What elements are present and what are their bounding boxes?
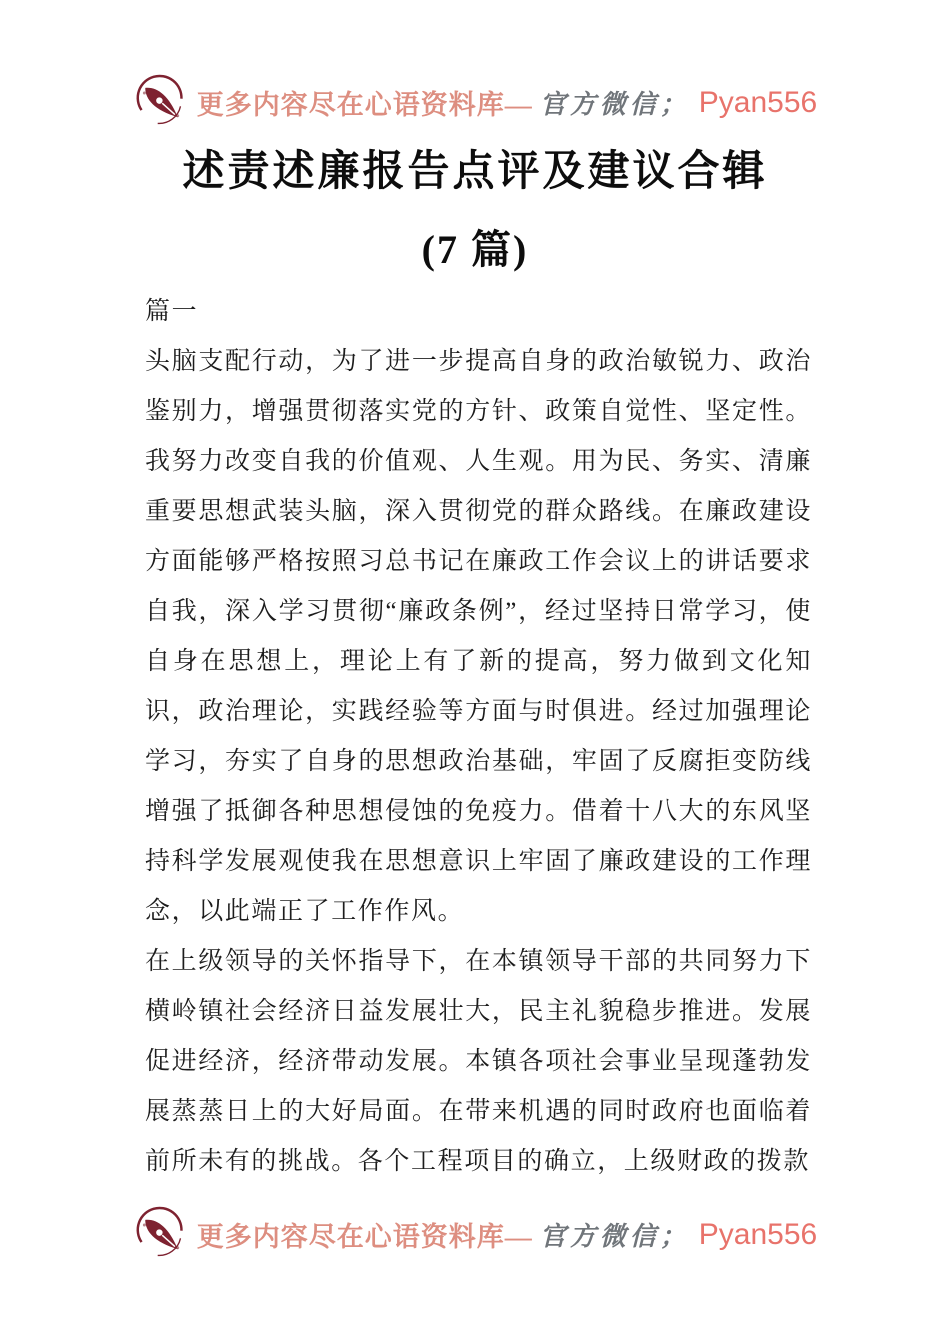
body-paragraph-1: 头脑支配行动，为了进一步提高自身的政治敏锐力、政治鉴别力，增强贯彻落实党的方针、政策自觉性、坚定性。我努力改变自我的价值观、人生观。用为民、务实、清廉重要思想武装头脑，深入贯彻党的群众路线。在廉政建设方面能够严格按照习总书记在廉政工作会议上的讲话要求自我，深入学习贯彻“廉政条例”，经过坚持日常学习，使自身在思想上，理论上有了新的提高，努力做到文化知识，政治理论，实践经验等方面与时俱进。经过加强理论学习，夯实了自身的思想政治基础，牢固了反腐拒变防线增强了抵御各种思想侵蚀的免疫力。借着十八大的东风坚持科学发展观使我在思想意识上牢固了廉政建设的工作理念，以此端正了工作作风。 (145, 348, 812, 925)
document-subtitle: (7 篇) (421, 227, 529, 272)
watermark-brand-text: 更多内容尽在心语资料库— (196, 1222, 533, 1252)
watermark-wechat-id: Pyan556 (698, 85, 818, 119)
pen-nib-logo-icon (133, 1206, 190, 1263)
watermark-wechat-label: 官方微信； (539, 90, 690, 119)
watermark-wechat-id: Pyan556 (698, 1217, 818, 1251)
body-paragraph-2: 在上级领导的关怀指导下，在本镇领导干部的共同努力下横岭镇社会经济日益发展壮大，民主礼貌稳步推进。发展促进经济，经济带动发展。本镇各项社会事业呈现蓬勃发展蒸蒸日上的大好局面。在带来机遇的同时政府也面临着前所未有的挑战。各个工程项目的确立，上级财政的拨款 (145, 948, 812, 1175)
footer-watermark (0, 1206, 950, 1263)
header-watermark (0, 74, 950, 131)
watermark-wechat-label: 官方微信； (539, 1222, 690, 1251)
document-title: 述责述廉报告点评及建议合辑 (182, 149, 768, 195)
document-body (145, 287, 812, 1187)
pen-nib-logo-icon (133, 74, 190, 131)
watermark-brand-text: 更多内容尽在心语资料库— (196, 90, 533, 120)
section-heading: 篇一 (145, 298, 199, 325)
